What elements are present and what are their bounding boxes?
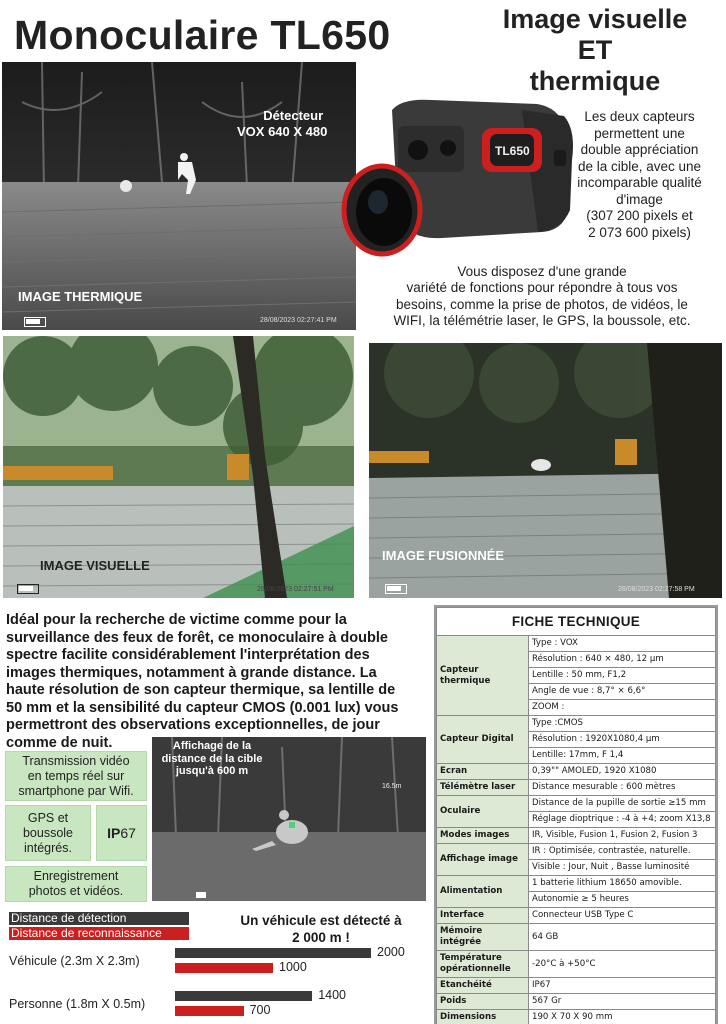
spec-table <box>436 635 716 1024</box>
bar-recognition <box>175 1006 244 1016</box>
spec-row <box>437 1010 716 1024</box>
text-line: boussole <box>22 825 74 840</box>
spec-row <box>437 994 716 1010</box>
main-description <box>6 612 430 752</box>
spec-value: Connecteur USB Type C <box>529 908 716 924</box>
spec-row <box>437 828 716 844</box>
spec-value: ZOOM : <box>529 700 716 716</box>
spec-sheet-title: FICHE TECHNIQUE <box>436 607 716 635</box>
battery-icon <box>17 584 39 594</box>
bar-detection <box>175 948 371 958</box>
rangefinder-caption <box>152 740 272 778</box>
category-label: Véhicule (2.3m X 2.3m) <box>9 954 140 968</box>
ip-rating-prefix: IP <box>107 824 121 841</box>
battery-icon <box>24 317 46 327</box>
battery-icon <box>385 584 407 594</box>
text-line: spectre facilite considérablement l'interprétation des <box>6 647 370 663</box>
spec-key: Interface <box>437 908 529 924</box>
spec-key: Etanchéité <box>437 978 529 994</box>
text-line: 50 mm et la sensibilité du capteur CMOS (0.001 lux) vous <box>6 699 399 716</box>
spec-key: Poids <box>437 994 529 1010</box>
detector-label-line: Détecteur <box>263 108 324 123</box>
spec-row <box>437 908 716 924</box>
text-line: photos et vidéos. <box>28 884 124 898</box>
sensors-description <box>562 109 717 241</box>
text-line: distance de la cible <box>161 752 263 765</box>
subtitle-line: Image visuelle <box>502 4 688 34</box>
text-line: permettront des observations exceptionnelles, de jour <box>6 717 380 733</box>
subtitle-line: thermique <box>529 66 661 96</box>
text-line: jusqu'à 600 m <box>175 765 249 777</box>
spec-value: Résolution : 640 × 480, 12 µm <box>529 652 716 668</box>
fusion-timestamp: 28/08/2023 02:27:58 PM <box>618 586 695 593</box>
text-line: Transmission vidéo <box>22 753 130 768</box>
text-line: Les deux capteurs <box>584 109 695 124</box>
spec-value: 567 Gr <box>529 994 716 1010</box>
text-line: GPS et <box>27 810 69 825</box>
spec-row <box>437 796 716 812</box>
bar-value-label: 1400 <box>318 988 346 1002</box>
device-model-marking: TL650 <box>495 144 530 158</box>
category-label: Personne (1.8m X 0.5m) <box>9 997 146 1011</box>
text-line: WIFI, la télémétrie laser, le GPS, la boussole, etc. <box>393 312 691 328</box>
spec-value: IR : Optimisée, contrastée, naturelle. <box>529 844 716 860</box>
spec-value: Type :CMOS <box>529 716 716 732</box>
spec-row <box>437 716 716 732</box>
visual-image <box>3 336 354 598</box>
spec-value: Angle de vue : 8,7° × 6,6° <box>529 684 716 700</box>
text-line: intégrés. <box>24 840 72 855</box>
text-line: haute résolution de son capteur thermique, sa lentille de <box>6 682 396 698</box>
text-line: Affichage de la <box>172 740 252 752</box>
spec-value: 190 X 70 X 90 mm <box>529 1010 716 1024</box>
spec-row <box>437 764 716 780</box>
text-line: 2 000 m ! <box>292 930 350 945</box>
page-subtitle <box>470 4 720 97</box>
spec-key: Affichage image <box>437 844 529 876</box>
spec-key: Capteur thermique <box>437 636 529 716</box>
spec-key: Alimentation <box>437 876 529 908</box>
spec-key: Mémoire intégrée <box>437 924 529 951</box>
spec-key: Modes images <box>437 828 529 844</box>
text-line: 2 073 600 pixels) <box>588 224 691 240</box>
bar-value-label: 2000 <box>377 945 405 959</box>
feature-ip67 <box>96 805 147 861</box>
spec-value: Autonomie ≥ 5 heures <box>529 892 716 908</box>
page-title: Monoculaire TL650 <box>14 12 391 58</box>
text-line: d'image <box>616 191 663 207</box>
spec-key: Ecran <box>437 764 529 780</box>
ip-rating-number: 67 <box>120 824 136 841</box>
subtitle-line: ET <box>577 35 613 65</box>
text-line: Vous disposez d'une grande <box>457 264 627 279</box>
text-line: images thermiques, notamment à grande distance. La <box>6 664 377 681</box>
detector-label <box>237 108 328 140</box>
thermal-timestamp: 28/08/2023 02:27:41 PM <box>260 317 337 324</box>
legend-detection: Distance de détection <box>9 912 189 925</box>
fusion-image <box>369 343 722 598</box>
feature-gps-compass <box>5 805 91 861</box>
spec-value: 0,39"" AMOLED, 1920 X1080 <box>529 764 716 780</box>
spec-value: Lentille : 50 mm, F1,2 <box>529 668 716 684</box>
text-line: (307 200 pixels et <box>586 208 693 223</box>
text-line: Idéal pour la recherche de victime comme pour la <box>6 612 347 628</box>
spec-value: Distance mesurable : 600 mètres <box>529 780 716 796</box>
spec-row <box>437 951 716 978</box>
spec-value: 1 batterie lithium 18650 amovible. <box>529 876 716 892</box>
spec-key: Capteur Digital <box>437 716 529 764</box>
spec-sheet <box>434 605 718 1024</box>
spec-key: Dimensions <box>437 1010 529 1024</box>
text-line: Enregistrement <box>33 869 119 883</box>
visual-image-label: IMAGE VISUELLE <box>40 558 150 573</box>
spec-row <box>437 978 716 994</box>
distance-readout: 16.5m <box>382 783 402 790</box>
spec-key: Température opérationnelle <box>437 951 529 978</box>
monocular-device-image <box>332 90 580 265</box>
spec-value: -20°C à +50°C <box>529 951 716 978</box>
spec-value: Lentille: 17mm, F 1,4 <box>529 748 716 764</box>
range-chart <box>3 907 427 1024</box>
bar-detection <box>175 991 312 1001</box>
visual-timestamp: 28/08/2023 02:27:51 PM <box>257 586 334 593</box>
text-line: de la cible, avec une <box>577 158 702 174</box>
legend-recognition: Distance de reconnaissance <box>9 927 189 940</box>
text-line: besoins, comme la prise de photos, de vidéos, le <box>396 296 688 312</box>
feature-recording <box>5 866 147 902</box>
spec-row <box>437 780 716 796</box>
spec-value: Distance de la pupille de sortie ≥15 mm <box>529 796 716 812</box>
text-line: permettent une <box>594 125 685 141</box>
text-line: comme de nuit. <box>6 734 113 751</box>
chart-bars <box>3 907 427 1024</box>
rangefinder-image <box>152 737 426 901</box>
text-line: en temps réel sur <box>27 768 125 783</box>
spec-value: Visible : Jour, Nuit , Basse luminosité <box>529 860 716 876</box>
spec-key: Oculaire <box>437 796 529 828</box>
spec-row <box>437 844 716 860</box>
spec-value: Résolution : 1920X1080,4 µm <box>529 732 716 748</box>
thermal-image-label: IMAGE THERMIQUE <box>18 289 143 304</box>
text-line: variété de fonctions pour répondre à tous vos <box>406 280 678 296</box>
spec-row <box>437 924 716 951</box>
spec-value: 64 GB <box>529 924 716 951</box>
detector-label-line: VOX 640 X 480 <box>237 124 328 139</box>
spec-value: Réglage dioptrique : -4 à +4; zoom X13,8 <box>529 812 716 828</box>
fusion-image-label: IMAGE FUSIONNÉE <box>382 548 505 563</box>
text-line: Un véhicule est détecté à <box>240 913 402 928</box>
spec-value: Type : VOX <box>529 636 716 652</box>
spec-key: Télémètre laser <box>437 780 529 796</box>
feature-video-streaming <box>5 751 147 801</box>
bar-recognition <box>175 963 273 973</box>
bar-value-label: 700 <box>249 1003 271 1017</box>
spec-value: IR, Visible, Fusion 1, Fusion 2, Fusion 3 <box>529 828 716 844</box>
thermal-image <box>2 62 356 330</box>
functions-description <box>364 264 720 329</box>
text-line: incomparable qualité <box>577 175 702 190</box>
spec-value: IP67 <box>529 978 716 994</box>
spec-row <box>437 636 716 652</box>
text-line: smartphone par Wifi. <box>18 783 134 798</box>
text-line: double appréciation <box>580 142 699 157</box>
bar-value-label: 1000 <box>279 960 307 974</box>
text-line: surveillance des feux de forêt, ce monoculaire à double <box>6 629 388 646</box>
spec-row <box>437 876 716 892</box>
